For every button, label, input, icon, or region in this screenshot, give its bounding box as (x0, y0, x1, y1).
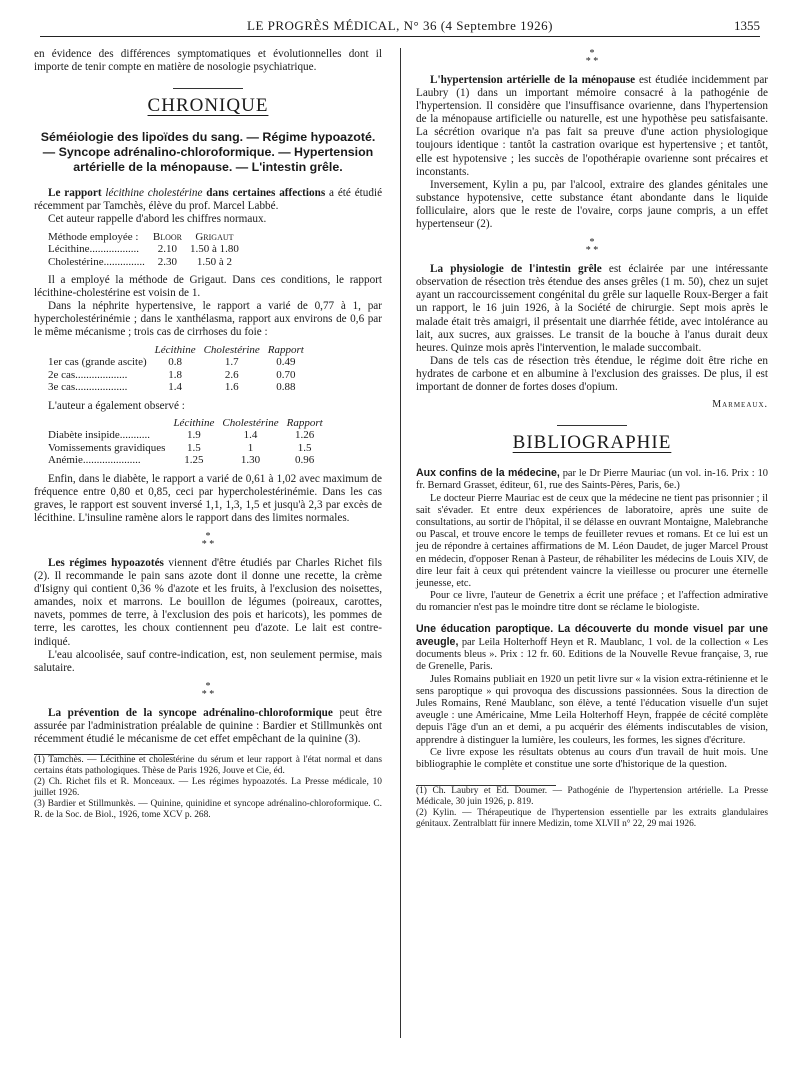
table-cell: 0.70 (276, 368, 296, 381)
book-1-review-2: Pour ce livre, l'auteur de Genetrix a écrit une préface ; et l'affection admirative du romancier n'est pas le moindre titre dont se réclame le biologiste. (416, 590, 768, 614)
table-cell: 1.6 (224, 381, 239, 394)
book-1-title: Aux confins de la médecine, (416, 467, 560, 480)
table-cell: 2.10 (157, 243, 178, 256)
lipoid-lead-italic: lécithine cholestérine (105, 187, 203, 200)
table-cell: 1.50 à 1.80 (189, 243, 239, 256)
table-cell: 1.8 (168, 368, 182, 381)
section-separator-stars: * * * (201, 680, 215, 700)
table-cell: 1.4 (168, 381, 182, 394)
other-conditions-table (44, 417, 327, 467)
intro-paragraph: en évidence des différences symptomatiques et évolutionnelles dont il importe de tenir compte en matière de nosologie psychiatrique. (34, 48, 382, 74)
regime-text-1: viennent d'être étudiés par Charles Richet fils (2). Il recommande le pain sans azote dont il donne une recette, la crème d'Isigny qui contient 0,36 % d'azote et les fruits, à l'exclusion des noisettes, amandes, noix et marrons. Le bouillon de légumes (poireaux, carottes, navets, pommes de terre, à l'exclusion des pois et haricots), les pommes de terre, les carottes, les choux contiennent peu d'azote. Le lait est contre-indiqué. (34, 557, 383, 648)
table-cell: 1.5 (297, 441, 312, 454)
menopause-paragraph-1 (416, 74, 768, 179)
book-2-review-2: Ce livre expose les résultats obtenus au cours d'un travail de huit mois. Une bibliographie le complète et constitue une sorte d'historique de la question. (416, 746, 768, 770)
lipoid-lead-2: dans certaines affections (206, 187, 326, 200)
running-header (40, 18, 760, 37)
table-cell: Diabète insipide........... (48, 429, 151, 442)
table-header-row (44, 344, 308, 357)
regime-lead: Les régimes hypoazotés (48, 557, 164, 569)
table-cell: Lécithine.................. (48, 243, 140, 256)
table-row (44, 243, 243, 256)
section-rule (557, 425, 627, 426)
table-cell: 0.96 (295, 454, 315, 467)
table-header-cell: Grigaut (195, 230, 234, 243)
author-signature: Marmeaux. (712, 399, 768, 411)
section-rule (173, 88, 243, 89)
table-cell: 1.25 (184, 454, 204, 467)
regime-paragraph-1 (34, 557, 382, 649)
table-cell: 2.6 (224, 368, 239, 381)
column-divider (400, 48, 401, 1038)
table-cell: 2.30 (157, 255, 178, 268)
table-header-cell: Lécithine (173, 416, 215, 429)
table-cell: 0.49 (276, 356, 296, 369)
table-cell: 1.30 (240, 454, 261, 467)
table-header-cell: Cholestérine (203, 343, 260, 356)
book-2-details: par Leila Holterhoff Heyn et R. Maublanc, 1 vol. de la collection « Les documents bleus ». Prix : 12 fr. 60. Editions de la Nouvelle Revue française, 3, rue de Grenelle, Paris. (416, 636, 768, 673)
table-cell: 2e cas................... (48, 368, 128, 381)
table-header-cell: Cholestérine (222, 416, 279, 429)
table-cell: Vomissements gravidiques (48, 441, 166, 454)
table-header-cell: Lécithine (154, 343, 196, 356)
book-2-review-1: Jules Romains publiait en 1920 un petit livre sur « la vision extra-rétinienne et le sens paroptique » qui provoqua des discussions passionnées. Sous la direction de Jules Romains, René Maublanc, son élève, a tenté l'éducation visuelle d'un sujet aveugle : une Américaine, Mme Leila Holterhoff Heyn, frappée de cécité complète depuis l'âge d'un an et demi, a pu acquérir des éléments indiscutables de vision, apprendre à distinguer la lumière, les couleurs, les formes, les signes d'écriture. (416, 673, 768, 746)
table-row (44, 454, 327, 467)
table-header-row (44, 417, 327, 430)
menopause-lead: L'hypertension artérielle de la ménopause (430, 74, 636, 86)
table-header-row (44, 231, 243, 244)
section-title-bibliographie: BIBLIOGRAPHIE (512, 432, 672, 454)
intestin-paragraph-2: Dans de tels cas de résection très étendue, le régime doit être riche en hydrates de carbone et en albumine à l'exclusion des graisses. De plus, il est important de donner de fortes doses d'opium. (416, 354, 768, 393)
section-separator-stars: * * * (201, 531, 215, 550)
table-row (44, 442, 327, 455)
table-row (44, 356, 308, 369)
table-cell: 1.9 (187, 429, 201, 442)
footnote-right-1: (1) Ch. Laubry et Ed. Doumer. — Pathogénie de l'hypertension artérielle. La Presse Médicale, 30 juin 1926, p. 819. (416, 786, 768, 808)
table-cell: 1.4 (243, 429, 258, 442)
lipoid-paragraph-2: Cet auteur rappelle d'abord les chiffres normaux. (48, 213, 267, 226)
menopause-paragraph-2: Inversement, Kylin a pu, par l'alcool, extraire des glandes génitales une substance hypotensive, cette substance étant abondante dans le liquide folliculaire, alors que le reste de l'ovaire, corps jaune compris, a un effet hypertenseur (2). (416, 178, 768, 231)
table-header-cell (44, 344, 151, 357)
intestin-text-1: est éclairée par une intéressante observation de résection très étendue des anses grêles (1 m. 50), chez un sujet ayant un raccourcissement congénital du grêle sur laquelle Roux-Berger a fait un rapport, le 16 juin 1926, à la Société de chirurgie. Sept mois après le malade était très amaigri, il présentait une diarrhée fétide, avec intolérance au lait, aux sucres, aux graisses. Le transit de la bouche à l'anus durait deux heures. Quinze mois après l'intervention, le malade succombait. (416, 263, 769, 354)
lipoid-paragraph-3: Il a employé la méthode de Grigaut. Dans ces conditions, le rapport lécithine-cholestérine est voisin de 1. (34, 274, 382, 300)
table-header-cell: Rapport (286, 416, 323, 429)
lipoid-paragraph-4: Dans la néphrite hypertensive, le rapport a varié de 0,77 à 1, par hypercholestérinémie ; dans le xanthélasma, rapport aux environs de 0,6 par le même mécanisme ; trois cas de cirrhoses du foie : (34, 300, 382, 339)
table-cell: 3e cas................... (48, 381, 128, 394)
left-column (34, 48, 382, 821)
table-cell: Cholestérine............... (48, 255, 145, 268)
lipoid-paragraph-5: L'auteur a également observé : (48, 399, 185, 412)
table-header-cell: Rapport (267, 343, 304, 356)
spacer (416, 615, 768, 623)
table-cell: 1.5 (187, 441, 201, 454)
book-1-review-1: Le docteur Pierre Mauriac est de ceux que la médecine ne tient pas prisonnier ; il sait s'évader. Et entre deux expériences de laboratoire, après une suite de consultations, au sortir de l'hôpital, il se délasse en ouvrant Montaigne, Malebranche ou Pascal, et trouve encore le temps de feuilleter revues et romans. Et ce lui est un jeu de répondre à certaines affirmations de M. Léon Daudet, de juger Marcel Proust en médecin, d'opposer Renan à Pasteur, de réhabiliter les médecins de Louis XIV, de dire leur fait à ceux qui prétendent vaincre la vieillesse ou procurer une éternelle jeunesse, etc. (416, 492, 768, 590)
table-header-cell: Méthode employée : (48, 230, 139, 243)
page-number: 1355 (734, 18, 760, 33)
cirrhosis-table (44, 344, 308, 394)
intestin-paragraph-1 (416, 263, 768, 355)
table-row (44, 256, 243, 269)
table-cell: 0.8 (168, 356, 182, 369)
section-separator-stars: * * * (585, 237, 599, 257)
intestin-lead: La physiologie de l'intestin grêle (430, 263, 602, 276)
syncope-text: peut être assurée par l'administration préalable de quinine : Bardier et Stillmunkès ont récemment étudié le mécanisme de cet effet empêchant de la quinine (3). (34, 706, 382, 746)
footnote-right-2: (2) Kylin. — Thérapeutique de l'hypertension essentielle par les extraits glandulaires génitaux. Zentralblatt für innere Medizin, tome XLVII n° 22, 29 mai 1926. (416, 808, 768, 830)
table-row (44, 381, 308, 394)
syncope-paragraph (34, 707, 382, 746)
normal-values-table (44, 231, 243, 269)
footnote-3: (3) Bardier et Stillmunkès. — Quinine, quinidine et syncope adrénalino-chloroformique. C. R. de la Soc. de Biol., 1926, tome XCV p. 268. (34, 799, 382, 821)
table-header-cell: Bloor (152, 230, 182, 243)
book-2-reference (416, 623, 768, 674)
section-separator-stars: * * * (585, 48, 599, 67)
journal-title: LE PROGRÈS MÉDICAL, N° 36 (4 Septembre 1926) (247, 18, 553, 33)
table-cell: 1.50 à 2 (196, 255, 232, 268)
footnote-2: (2) Ch. Richet fils et R. Monceaux. — Les régimes hypoazotés. La Presse médicale, 10 juillet 1926. (34, 777, 382, 799)
menopause-text-1: est étudiée incidemment par Laubry (1) dans un important mémoire consacré à la pathogénie de l'hypertension. Il considère que l'insuffisance ovarienne, dans l'hypertension de la ménopause artificielle ou naturelle, est une hypothèse peu satisfaisante. La sécrétion ovarique n'a pas fait sa preuve d'une action physiologique toujours identique : tantôt la castration ovarique est hypertensive ; et tantôt, elle est hypotensive ; les succès de l'opothérapie ovarienne sont précaires et inconstants. (416, 74, 769, 178)
lipoid-paragraph-1 (34, 187, 382, 213)
chronique-headline: Séméiologie des lipoïdes du sang. — Régime hypoazoté. — Syncope adrénalino-chloroformique. — Hypertension artérielle de la ménopause. — L'intestin grêle. (40, 130, 376, 175)
lipoid-lead: Le rapport (48, 187, 102, 200)
book-2-title: Une éducation paroptique. La découverte du monde visuel par une aveugle, (416, 622, 768, 648)
right-column (416, 48, 768, 830)
bibliography-section (416, 467, 768, 771)
table-cell: 1.26 (295, 429, 315, 442)
table-cell: 0.88 (276, 381, 296, 394)
lipoid-text-1: a été étudié récemment par Tamchès, élève du prof. Marcel Labbé. (34, 187, 383, 213)
table-cell: 1er cas (grande ascite) (48, 356, 147, 369)
table-cell: 1.7 (224, 356, 239, 369)
book-1-reference (416, 467, 768, 492)
table-cell: 1 (247, 441, 254, 454)
regime-paragraph-2: L'eau alcoolisée, sauf contre-indication, est, non seulement permise, mais salutaire. (34, 648, 382, 674)
syncope-lead: La prévention de la syncope adrénalino-chloroformique (48, 706, 333, 719)
table-header-cell (44, 417, 169, 430)
lipoid-paragraph-6: Enfin, dans le diabète, le rapport a varié de 0,61 à 1,02 avec maximum de fréquence entre 0,80 et 0,85, ceci par hypercholestérinémie. Dans les cas graves, le rapport est souvent inversé 1,1, 1,3, 1,5 et jusqu'à 2,3 par excès de lécithine. L'insuline ramène alors le rapport dans des limites normales. (34, 472, 382, 524)
section-title-chronique: CHRONIQUE (147, 95, 269, 117)
table-row (44, 429, 327, 442)
book-1-details: par le Dr Pierre Mauriac (un vol. in-16. Prix : 10 fr. Bernard Grasset, éditeur, 61, rue des Saints-Pères, Paris, 6e.) (416, 468, 768, 492)
table-row (44, 369, 308, 382)
footnote-1: (1) Tamchès. — Lécithine et cholestérine du sérum et leur rapport à l'état normal et dans certains états pathologiques. Thèse de Paris 1926, Jouve et Cie, éd. (34, 755, 382, 777)
table-cell: Anémie..................... (48, 454, 141, 467)
